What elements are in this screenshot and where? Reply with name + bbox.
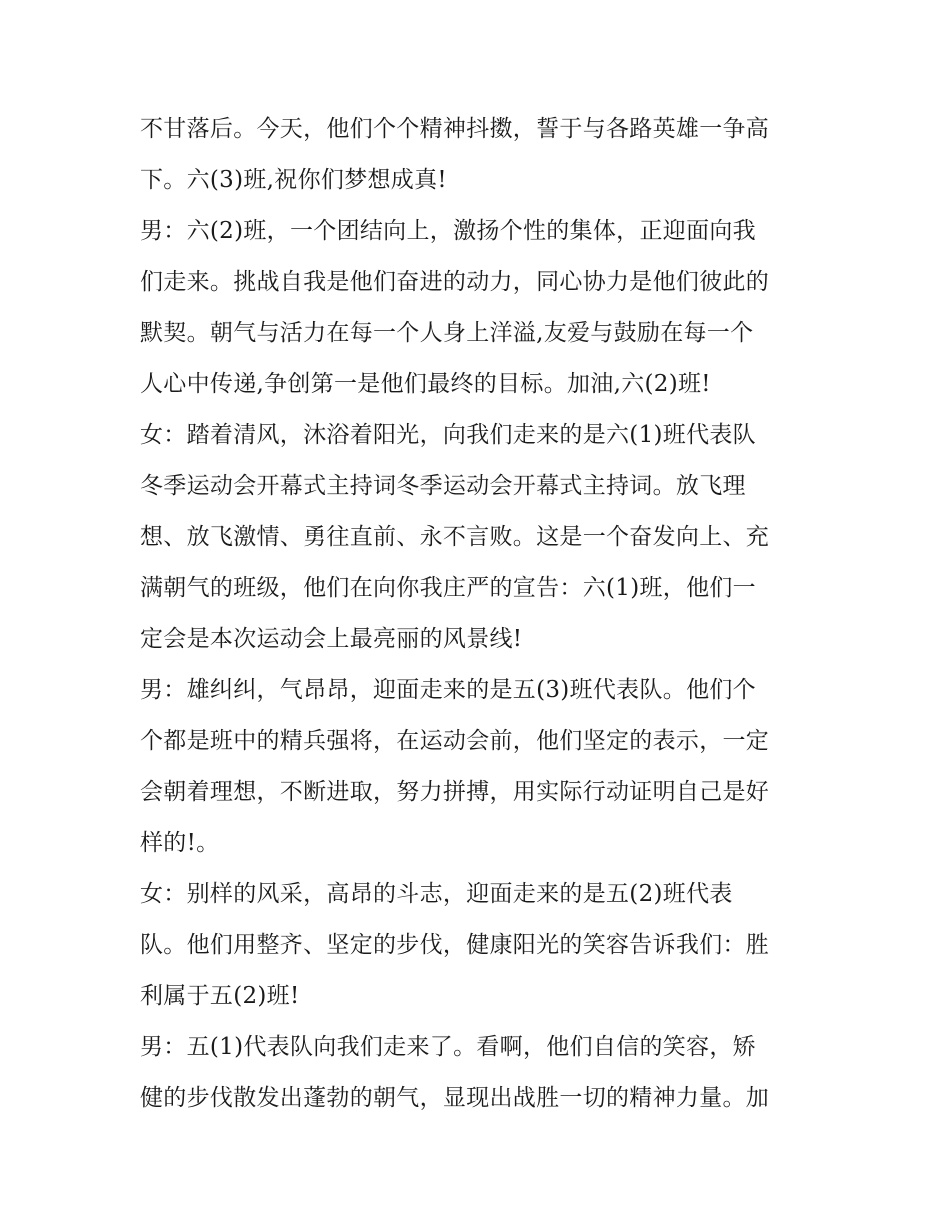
document-body <box>140 104 820 1124</box>
text-line: 不甘落后。今天，他们个个精神抖擞，誓于与各路英雄一争高 <box>140 116 770 142</box>
text-line: 样的!。 <box>140 830 220 856</box>
text-line: 男：六(2)班，一个团结向上，激扬个性的集体，正迎面向我 <box>140 218 756 244</box>
text-line: 健的步伐散发出蓬勃的朝气，显现出战胜一切的精神力量。加 <box>140 1085 770 1111</box>
text-line: 个都是班中的精兵强将，在运动会前，他们坚定的表示，一定 <box>140 728 770 754</box>
text-line: 男：雄纠纠，气昂昂，迎面走来的是五(3)班代表队。他们个 <box>140 677 756 703</box>
text-line: 女：踏着清风，沐浴着阳光，向我们走来的是六(1)班代表队 <box>140 422 756 448</box>
text-line: 冬季运动会开幕式主持词冬季运动会开幕式主持词。放飞理 <box>140 473 746 499</box>
text-line: 想、放飞激情、勇往直前、永不言败。这是一个奋发向上、充 <box>140 524 770 550</box>
text-line: 队。他们用整齐、坚定的步伐，健康阳光的笑容告诉我们：胜 <box>140 932 770 958</box>
text-line: 们走来。挑战自我是他们奋进的动力，同心协力是他们彼此的 <box>140 269 770 295</box>
text-line: 利属于五(2)班! <box>140 983 300 1009</box>
text-line: 满朝气的班级，他们在向你我庄严的宣告：六(1)班，他们一 <box>140 575 756 601</box>
text-line: 男：五(1)代表队向我们走来了。看啊，他们自信的笑容，矫 <box>140 1034 756 1060</box>
text-line: 会朝着理想，不断进取，努力拼搏，用实际行动证明自己是好 <box>140 779 770 805</box>
text-line: 女：别样的风采，高昂的斗志，迎面走来的是五(2)班代表 <box>140 881 733 907</box>
text-line: 下。六(3)班,祝你们梦想成真! <box>140 167 447 193</box>
text-line: 人心中传递,争创第一是他们最终的目标。加油,六(2)班! <box>140 371 711 397</box>
text-line: 默契。朝气与活力在每一个人身上洋溢,友爱与鼓励在每一个 <box>140 320 754 346</box>
text-line: 定会是本次运动会上最亮丽的风景线! <box>140 626 523 652</box>
